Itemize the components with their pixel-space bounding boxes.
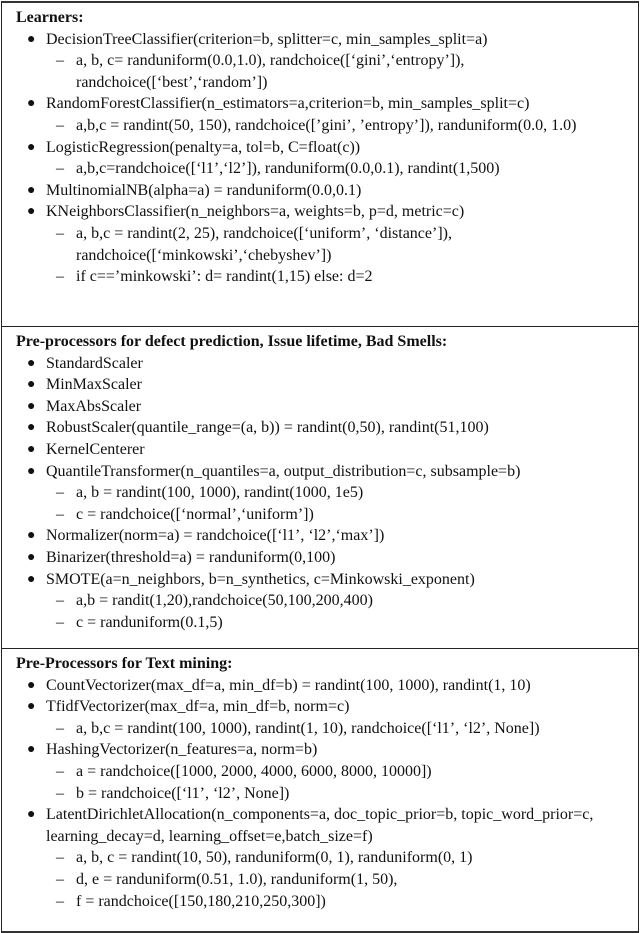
list-item [16,93,628,136]
sub-item [46,783,628,805]
bullet-icon: ● [27,31,36,47]
bullet-icon: ● [27,528,36,544]
item-list [16,353,628,634]
list-item [16,739,628,804]
sub-item-text: a,b,c = randint(50, 150), randchoice([’gini’, ’entropy’]), randuniform(0.0, 1.0) [76,116,577,134]
bullet-icon: ● [27,355,36,371]
bullet-icon: ● [27,182,36,198]
dash-icon: – [56,762,64,780]
dash-icon: – [56,592,64,610]
list-item [16,525,628,547]
item-text: SMOTE(a=n_neighbors, b=n_synthetics, c=Minkowski_exponent) [46,570,475,588]
bullet-icon: ● [27,204,36,220]
sub-list [46,115,628,137]
item-text: DecisionTreeClassifier(criterion=b, splitter=c, min_samples_split=a) [46,30,488,48]
dash-icon: – [56,613,64,631]
dash-icon: – [56,116,64,134]
dash-icon: – [56,160,64,178]
item-text: TfidfVectorizer(max_df=a, min_df=b, norm=c) [46,698,350,716]
list-item [16,180,628,202]
item-text: Normalizer(norm=a) = randchoice([‘l1’, ‘l2’,‘max’]) [46,527,385,545]
sub-list [46,482,628,525]
section-heading: Pre-Processors for Text mining: [16,655,233,672]
item-text: LogisticRegression(penalty=a, tol=b, C=float(c)) [46,138,361,156]
sub-item-text: a, b = randint(100, 1000), randint(1000, 1e5) [76,484,364,502]
sub-list [46,50,628,93]
bullet-icon: ● [27,807,36,823]
sub-item-text: if c==’minkowski’: d= randint(1,15) else: d=2 [76,268,373,286]
sub-item [46,504,628,526]
sub-item-text: a, b, c = randint(10, 50), randuniform(0, 1), randuniform(0, 1) [76,849,473,867]
bullet-icon: ● [27,677,36,693]
sub-item [46,847,628,869]
item-text: QuantileTransformer(n_quantiles=a, output_distribution=c, subsample=b) [46,462,521,480]
sub-item [46,223,628,266]
item-text: StandardScaler [46,354,143,372]
item-text: LatentDirichletAllocation(n_components=a, doc_topic_prior=b, topic_word_prior=c, learning_decay=d, learning_offset=e,batch_size=f) [46,806,594,845]
sub-item-text: c = randuniform(0.1,5) [76,613,223,631]
list-item [16,353,628,375]
list-item [16,417,628,439]
sub-list [46,158,628,180]
sub-item-text: f = randchoice([150,180,210,250,300]) [76,892,326,910]
item-text: HashingVectorizer(n_features=a, norm=b) [46,741,318,759]
item-text: KernelCenterer [46,440,145,458]
sub-list [46,718,628,740]
dash-icon: – [56,505,64,523]
list-item [16,29,628,94]
sub-item [46,158,628,180]
item-text: RandomForestClassifier(n_estimators=a,criterion=b, min_samples_split=c) [46,95,530,113]
dash-icon: – [56,719,64,737]
dash-icon: – [56,892,64,910]
section-text-mining-preprocessors [2,649,638,931]
sub-item [46,891,628,913]
sub-item [46,115,628,137]
sub-item-text: a, b,c = randint(100, 1000), randint(1, 10), randchoice([‘l1’, ‘l2’, None]) [76,719,540,737]
list-item [16,461,628,526]
sub-item [46,869,628,891]
bullet-icon: ● [27,699,36,715]
sub-item [46,266,628,288]
dash-icon: – [56,484,64,502]
list-item [16,569,628,634]
sub-item [46,612,628,634]
sub-item [46,718,628,740]
bullet-icon: ● [27,398,36,414]
list-item [16,201,628,287]
item-list [16,675,628,913]
sub-item-text: b = randchoice([‘l1’, ‘l2’, None]) [76,784,290,802]
bullet-icon: ● [27,571,36,587]
dash-icon: – [56,52,64,70]
list-item [16,675,628,697]
bullet-icon: ● [27,377,36,393]
item-text: KNeighborsClassifier(n_neighbors=a, weights=b, p=d, metric=c) [46,203,465,221]
sub-item [46,482,628,504]
item-text: CountVectorizer(max_df=a, min_df=b) = randint(100, 1000), randint(1, 10) [46,676,531,694]
section-defect-preprocessors [2,327,638,649]
list-item [16,137,628,180]
sub-item-text: a,b = randit(1,20),randchoice(50,100,200,400) [76,592,373,610]
dash-icon: – [56,268,64,286]
sub-list [46,761,628,804]
sub-item-text: a,b,c=randchoice([‘l1’,‘l2’]), randuniform(0.0,0.1), randint(1,500) [76,160,500,178]
hyperparameter-table [1,1,639,933]
bullet-icon: ● [27,549,36,565]
sub-list [46,223,628,288]
sub-list [46,847,628,912]
item-text: RobustScaler(quantile_range=(a, b)) = randint(0,50), randint(51,100) [46,419,489,437]
sub-item-text: a, b,c = randint(2, 25), randchoice([‘uniform’, ‘distance’]), randchoice([‘minkowski’,‘chebyshev’]) [76,224,452,264]
sub-item [46,590,628,612]
bullet-icon: ● [27,420,36,436]
sub-item-text: d, e = randuniform(0.51, 1.0), randuniform(1, 50), [76,870,398,888]
sub-item [46,50,628,93]
bullet-icon: ● [27,441,36,457]
item-list [16,29,628,288]
dash-icon: – [56,784,64,802]
list-item [16,547,628,569]
list-item [16,396,628,418]
sub-item-text: a, b, c= randuniform(0.0,1.0), randchoice([‘gini’,‘entropy’]), randchoice([‘best’,‘random’]) [76,52,465,91]
list-item [16,696,628,739]
dash-icon: – [56,224,64,242]
bullet-icon: ● [27,463,36,479]
section-learners [2,3,638,327]
list-item [16,804,628,912]
dash-icon: – [56,870,64,888]
bullet-icon: ● [27,139,36,155]
item-text: MaxAbsScaler [46,397,142,415]
section-heading: Pre-processors for defect prediction, Issue lifetime, Bad Smells: [16,333,448,350]
bullet-icon: ● [27,742,36,758]
sub-item-text: c = randchoice([‘normal’,‘uniform’]) [76,505,314,523]
sub-item [46,761,628,783]
section-heading: Learners: [16,9,84,26]
item-text: Binarizer(threshold=a) = randuniform(0,100) [46,548,336,566]
bullet-icon: ● [27,96,36,112]
item-text: MinMaxScaler [46,376,142,394]
list-item [16,374,628,396]
dash-icon: – [56,849,64,867]
sub-item-text: a = randchoice([1000, 2000, 4000, 6000, 8000, 10000]) [76,762,432,780]
list-item [16,439,628,461]
sub-list [46,590,628,633]
item-text: MultinomialNB(alpha=a) = randuniform(0.0,0.1) [46,181,362,199]
